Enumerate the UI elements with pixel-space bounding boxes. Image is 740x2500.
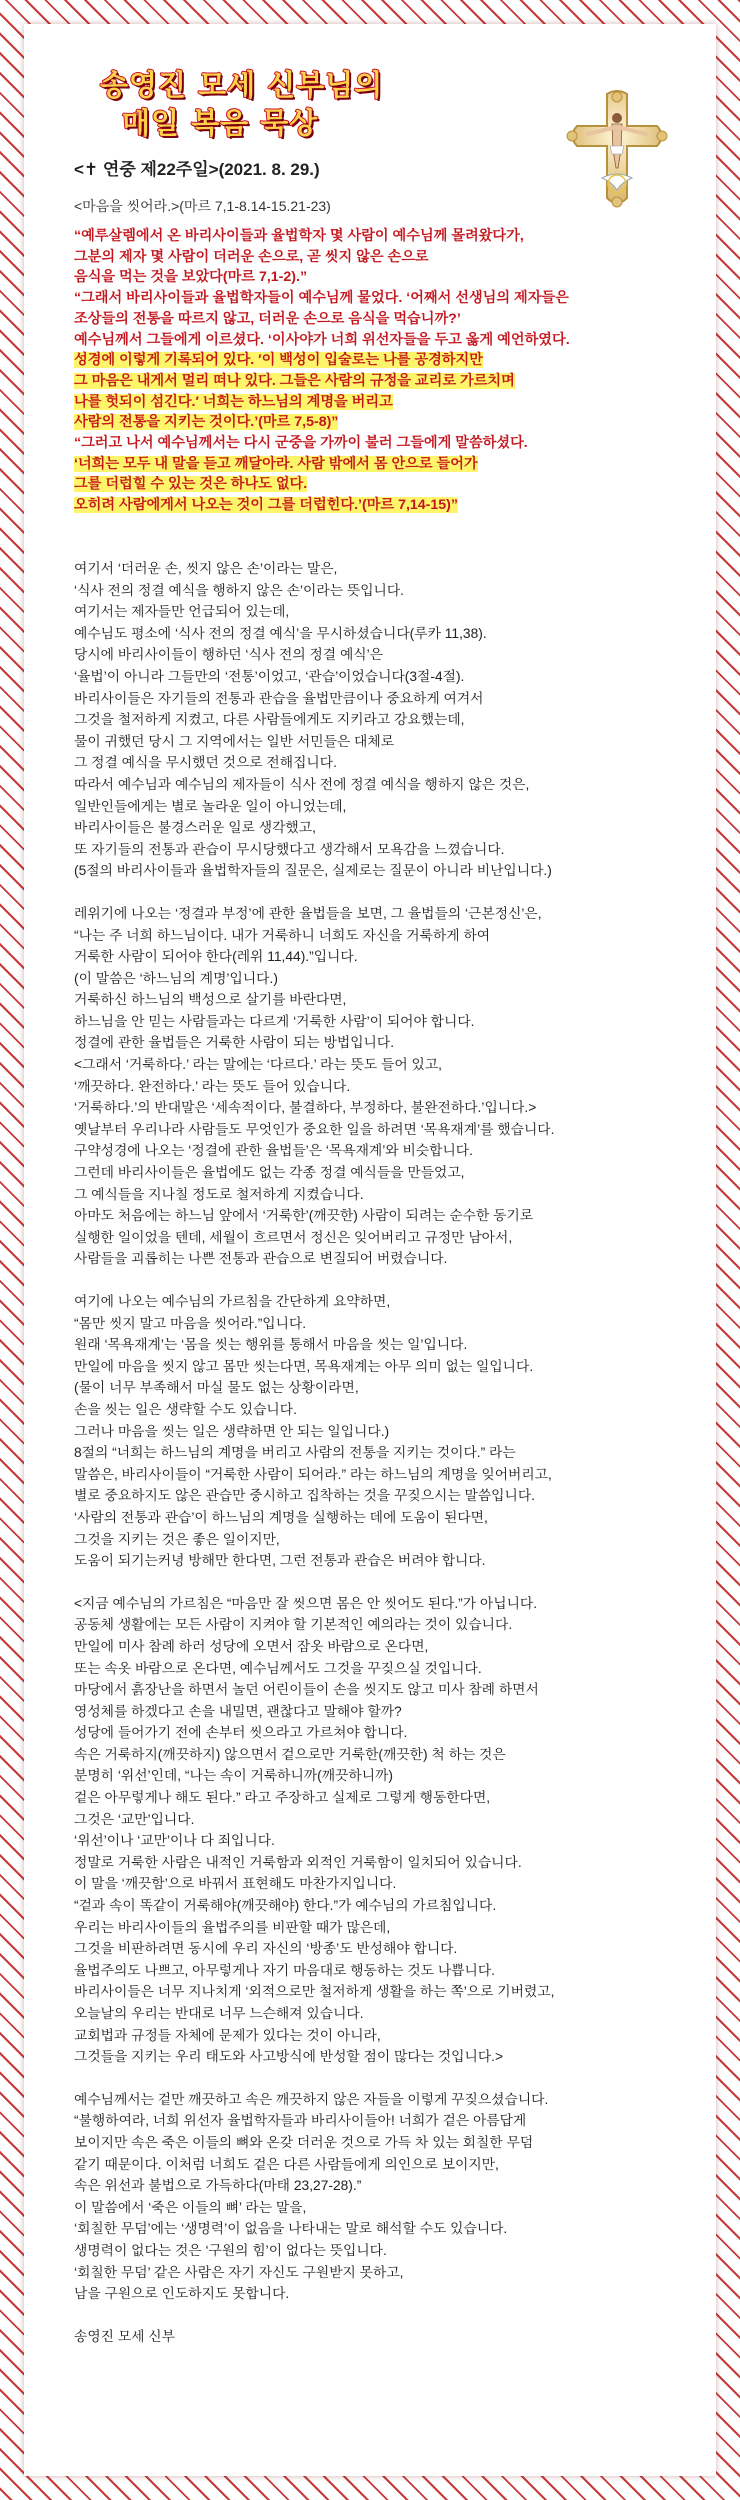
paragraph-line: 8절의 “너희는 하느님의 계명을 버리고 사람의 전통을 지키는 것이다.” 라는 (74, 1445, 516, 1461)
paragraph-line: 원래 ‘목욕재계’는 ‘몸을 씻는 행위를 통해서 마음을 씻는 일’입니다. (74, 1337, 468, 1353)
paragraph-line: 또 자기들의 전통과 관습이 무시당했다고 생각해서 모욕감을 느꼈습니다. (74, 841, 505, 857)
paragraph-line: ‘회칠한 무덤’에는 ‘생명력’이 없음을 나타내는 말로 해석할 수도 있습니다. (74, 2221, 508, 2237)
quote-line (74, 247, 674, 268)
paragraph-line: 바리사이들은 불경스러운 일로 생각했고, (74, 820, 316, 836)
quote-line (74, 433, 674, 454)
quote-line (74, 288, 674, 309)
paragraph-line: 거룩하신 하느님의 백성으로 살기를 바란다면, (74, 992, 347, 1008)
quote-line-text: 조상들의 전통을 따르지 않고, 더러운 손으로 음식을 먹습니까?’ (74, 310, 461, 327)
paragraph-line: 분명히 ‘위선’인데, “나는 속이 거룩하니까(깨끗하니까) (74, 1768, 393, 1784)
reflection-paragraph (74, 1593, 674, 2068)
paragraph-line: 사람들을 괴롭히는 나쁜 전통과 관습으로 변질되어 버렸습니다. (74, 1251, 448, 1267)
quote-line-text: “그러고 나서 예수님께서는 다시 군중을 가까이 불러 그들에게 말씀하셨다. (74, 435, 528, 452)
paragraph-line: 속은 거룩하지(깨끗하지) 않으면서 겉으로만 거룩한(깨끗한) 척 하는 것은 (74, 1746, 506, 1762)
quote-line-text: 예수님께서 그들에게 이르셨다. ‘이사야가 너희 위선자들을 두고 옳게 예언하였다. (74, 331, 570, 348)
paragraph-line: 정말로 거룩한 사람은 내적인 거룩함과 외적인 거룩함이 일치되어 있습니다. (74, 1854, 522, 1870)
paragraph-line: <그래서 ‘거룩하다.’ 라는 말에는 ‘다르다.’ 라는 뜻도 들어 있고, (74, 1057, 442, 1073)
paragraph-line: 속은 위선과 불법으로 가득하다(마태 23,27-28).” (74, 2178, 362, 2194)
quote-line (74, 495, 674, 516)
paragraph-line: 이 말을 ‘깨끗함’으로 바꿔서 표현해도 마찬가지입니다. (74, 1876, 397, 1892)
quote-line-text: 음식을 먹는 것을 보았다(마르 7,1-2).” (74, 269, 308, 286)
quote-line (74, 412, 674, 433)
reflection-paragraph (74, 558, 674, 882)
quote-line (74, 267, 674, 288)
paragraph-line: 별로 중요하지도 않은 관습만 중시하고 집착하는 것을 꾸짖으시는 말씀입니다. (74, 1488, 535, 1504)
paragraph-line: (이 말씀은 ‘하느님의 계명’입니다.) (74, 970, 278, 986)
title-block (100, 66, 560, 142)
quote-line-text: “그래서 바리사이들과 율법학자들이 예수님께 물었다. ‘어째서 선생님의 제자들은 (74, 290, 569, 307)
paragraph-line: 같기 때문이다. 이처럼 너희도 겉은 다른 사람들에게 의인으로 보이지만, (74, 2156, 499, 2172)
paragraph-line: “겉과 속이 똑같이 거룩해야(깨끗해야) 한다.”가 예수님의 가르침입니다. (74, 1898, 497, 1914)
paragraph-line: ‘깨끗하다. 완전하다.’ 라는 뜻도 들어 있습니다. (74, 1078, 351, 1094)
quote-line-text: ‘너희는 모두 내 말을 듣고 깨달아라. 사람 밖에서 몸 안으로 들어가 (74, 455, 478, 472)
quote-line (74, 350, 674, 371)
paragraph-line: 율법주의도 나쁘고, 아무렇게나 자기 마음대로 행동하는 것도 나쁩니다. (74, 1962, 496, 1978)
paragraph-line: 도움이 되기는커녕 방해만 한다면, 그런 전통과 관습은 버려야 합니다. (74, 1553, 486, 1569)
paragraph-line: 성당에 들어가기 전에 손부터 씻으라고 가르쳐야 합니다. (74, 1725, 408, 1741)
quote-line-text: 그 마음은 내게서 멀리 떠나 있다. 그들은 사람의 규정을 교리로 가르치며 (74, 372, 515, 389)
quote-line (74, 330, 674, 351)
scripture-reference: <마음을 씻어라.>(마르 7,1-8.14-15.21-23) (74, 198, 331, 214)
paragraph-line: ‘율법’이 아니라 그들만의 ‘전통’이었고, ‘관습’이었습니다(3절-4절). (74, 668, 465, 684)
paragraph-line: 구약성경에 나오는 ‘정결에 관한 율법들’은 ‘목욕재계’와 비슷합니다. (74, 1143, 473, 1159)
paragraph-line: “몸만 씻지 말고 마음을 씻어라.”입니다. (74, 1315, 307, 1331)
paragraph-line: 그것을 지키는 것은 좋은 일이지만, (74, 1531, 280, 1547)
quote-line-text: 사람의 전통을 지키는 것이다.’(마르 7,5-8)” (74, 414, 339, 431)
reflection-body (74, 558, 674, 2347)
paragraph-line: 그 예식들을 지나칠 정도로 철저하게 지켰습니다. (74, 1186, 364, 1202)
reflection-paragraph (74, 2089, 674, 2305)
quote-line (74, 474, 674, 495)
paragraph-line: 실행한 일이었을 텐데, 세월이 흐르면서 정신은 잊어버리고 규정만 남아서, (74, 1229, 513, 1245)
quote-line (74, 454, 674, 475)
quote-line-text: 그를 더럽힐 수 있는 것은 하나도 없다. (74, 476, 308, 493)
quote-line-text: 오히려 사람에게서 나오는 것이 그를 더럽힌다.’(마르 7,14-15)” (74, 497, 459, 514)
paragraph-line: 물이 귀했던 당시 그 지역에서는 일반 서민들은 대체로 (74, 733, 395, 749)
quote-line-text: “예루살렘에서 온 바리사이들과 율법학자 몇 사람이 예수님께 몰려왔다가, (74, 228, 524, 244)
title-line-2: 매일 복음 묵상 (122, 106, 319, 140)
quote-line-text: 성경에 이렇게 기록되어 있다. ′이 백성이 입술로는 나를 공경하지만 (74, 352, 483, 369)
paragraph-line: 따라서 예수님과 예수님의 제자들이 식사 전에 정결 예식을 행하지 않은 것은, (74, 776, 530, 792)
quote-line-text: 그분의 제자 몇 사람이 더러운 손으로, 곧 씻지 않은 손으로 (74, 248, 429, 265)
paragraph-line: 이 말씀에서 ‘죽은 이들의 뼈’ 라는 말을, (74, 2199, 307, 2215)
paragraph-line: 말씀은, 바리사이들이 “거룩한 사람이 되어라.” 라는 하느님의 계명을 잊어버리고, (74, 1466, 552, 1482)
paragraph-line: 겉은 아무렇게나 해도 된다.” 라고 주장하고 실제로 그렇게 행동한다면, (74, 1790, 491, 1806)
paragraph-line: 마당에서 흙장난을 하면서 놀던 어린이들이 손을 씻지도 않고 미사 참례 하면서 (74, 1682, 539, 1698)
paragraph-line: (물이 너무 부족해서 마실 물도 없는 상황이라면, (74, 1380, 359, 1396)
paragraph-line: 영성체를 하겠다고 손을 내밀면, 괜찮다고 말해야 할까? (74, 1703, 402, 1719)
paragraph-line: 예수님도 평소에 ‘식사 전의 정결 예식’을 무시하셨습니다(루카 11,38). (74, 625, 487, 641)
paragraph-line: 하느님을 안 믿는 사람들과는 다르게 ‘거룩한 사람’이 되어야 합니다. (74, 1013, 475, 1029)
scripture-quote (74, 226, 674, 516)
paragraph-line: ‘거룩하다.’의 반대말은 ‘세속적이다, 불결하다, 부정하다, 불완전하다.’입니다.> (74, 1100, 537, 1116)
paragraph-line: 그것들을 지키는 우리 태도와 사고방식에 반성할 점이 많다는 것입니다.> (74, 2049, 504, 2065)
paragraph-line: 생명력이 없다는 것은 ‘구원의 힘’이 없다는 뜻입니다. (74, 2242, 387, 2258)
title-line-1: 송영진 모세 신부님의 (100, 68, 384, 102)
paragraph-line: “나는 주 너희 하느님이다. 내가 거룩하니 너희도 자신을 거룩하게 하여 (74, 927, 491, 943)
author-signature: 송영진 모세 신부 (74, 2328, 175, 2344)
paragraph-line: <지금 예수님의 가르침은 “마음만 잘 씻으면 몸은 안 씻어도 된다.”가 아닙니다. (74, 1595, 538, 1611)
paragraph-line: 교회법과 규정들 자체에 문제가 있다는 것이 아니라, (74, 2027, 381, 2043)
paragraph-line: 바리사이들은 너무 지나치게 ‘외적으로만 철저하게 생활을 하는 쪽’으로 기버렸고, (74, 1984, 555, 2000)
reflection-paragraph (74, 1291, 674, 1572)
paragraph-line: 그 정결 예식을 무시했던 것으로 전해집니다. (74, 755, 337, 771)
paragraph-line: “불행하여라, 너희 위선자 율법학자들과 바리사이들아! 너희가 겉은 아름답게 (74, 2113, 527, 2129)
paragraph-line: 공동체 생활에는 모든 사람이 지켜야 할 기본적인 예의라는 것이 있습니다. (74, 1617, 513, 1633)
paragraph-line: 아마도 처음에는 하느님 앞에서 ‘거룩한’(깨끗한) 사람이 되려는 순수한 동기로 (74, 1208, 534, 1224)
quote-line (74, 309, 674, 330)
paragraph-line: ‘회칠한 무덤’ 같은 사람은 자기 자신도 구원받지 못하고, (74, 2264, 404, 2280)
paragraph-line: 그것을 철저하게 지켰고, 다른 사람들에게도 지키라고 강요했는데, (74, 712, 465, 728)
quote-line (74, 371, 674, 392)
paragraph-line: ‘식사 전의 정결 예식을 행하지 않은 손’이라는 뜻입니다. (74, 582, 405, 598)
paragraph-line: ‘위선’이나 ‘교만’이나 다 죄입니다. (74, 1833, 275, 1849)
paragraph-line: 손을 씻는 일은 생략할 수도 있습니다. (74, 1401, 297, 1417)
document-card (24, 24, 716, 2476)
paragraph-line: 당시에 바리사이들이 행하던 ‘식사 전의 정결 예식’은 (74, 647, 384, 663)
paragraph-line: 여기서는 제자들만 언급되어 있는데, (74, 604, 290, 620)
paragraph-line: 그런데 바리사이들은 율법에도 없는 각종 정결 예식들을 만들었고, (74, 1165, 465, 1181)
paragraph-line: 여기에 나오는 예수님의 가르침을 간단하게 요약하면, (74, 1294, 391, 1309)
paragraph-line: 만일에 마음을 씻지 않고 몸만 씻는다면, 목욕재계는 아무 의미 없는 일입니다. (74, 1358, 534, 1374)
paragraph-line: 만일에 미사 참례 하러 성당에 오면서 잠옷 바람으로 온다면, (74, 1638, 429, 1654)
paragraph-line: 그것을 비판하려면 동시에 우리 자신의 ‘방종’도 반성해야 합니다. (74, 1941, 458, 1957)
paragraph-line: 그러나 마음을 씻는 일은 생략하면 안 되는 일입니다.) (74, 1423, 390, 1439)
paragraph-line: 정결에 관한 율법들은 거룩한 사람이 되는 방법입니다. (74, 1035, 395, 1051)
quote-line-text: 나를 헛되이 섬긴다.′ 너희는 하느님의 계명을 버리고 (74, 393, 393, 410)
paragraph-line: 남을 구원으로 인도하지도 못합니다. (74, 2286, 290, 2302)
reflection-paragraph (74, 903, 674, 1270)
crucifix-icon (562, 90, 672, 210)
paragraph-line: 보이지만 속은 죽은 이들의 뼈와 온갖 더러운 것으로 가득 차 있는 회칠한 무덤 (74, 2134, 534, 2150)
quote-line (74, 392, 674, 413)
liturgical-date: <✝ 연중 제22주일>(2021. 8. 29.) (74, 160, 320, 179)
paragraph-line: 예수님께서는 겉만 깨끗하고 속은 깨끗하지 않은 자들을 이렇게 꾸짖으셨습니다. (74, 2091, 549, 2107)
paragraph-line: 일반인들에게는 별로 놀라운 일이 아니었는데, (74, 798, 347, 814)
paragraph-line: ‘사람의 전통과 관습’이 하느님의 계명을 실행하는 데에 도움이 된다면, (74, 1509, 488, 1525)
paragraph-line: 그것은 ‘교만’입니다. (74, 1811, 195, 1827)
paragraph-line: 옛날부터 우리나라 사람들도 무엇인가 중요한 일을 하려면 ‘목욕재계’를 했습니다. (74, 1121, 555, 1137)
paragraph-line: 여기서 ‘더러운 손, 씻지 않은 손’이라는 말은, (74, 561, 338, 576)
quote-line (74, 226, 674, 247)
paragraph-line: 레위기에 나오는 ‘정결과 부정’에 관한 율법들을 보면, 그 율법들의 ‘근본정신’은, (74, 905, 542, 921)
paragraph-line: 바리사이들은 자기들의 전통과 관습을 율법만큼이나 중요하게 여겨서 (74, 690, 484, 706)
paragraph-line: 우리는 바리사이들의 율법주의를 비판할 때가 많은데, (74, 1919, 391, 1935)
paragraph-line: 거룩한 사람이 되어야 한다(레위 11,44).”입니다. (74, 949, 358, 965)
paragraph-line: (5절의 바리사이들과 율법학자들의 질문은, 실제로는 질문이 아니라 비난입니다.) (74, 863, 552, 879)
paragraph-line: 오늘날의 우리는 반대로 너무 느슨해져 있습니다. (74, 2006, 364, 2021)
paragraph-line: 또는 속옷 바람으로 온다면, 예수님께서도 그것을 꾸짖으실 것입니다. (74, 1660, 482, 1676)
